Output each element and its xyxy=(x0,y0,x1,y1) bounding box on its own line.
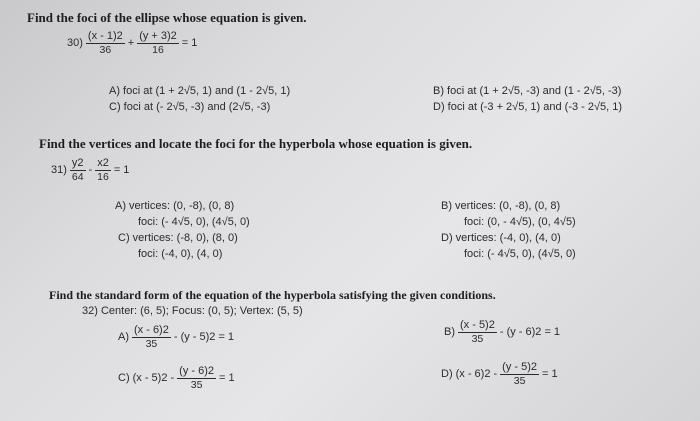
fraction-numerator: (x - 1)2 xyxy=(87,30,123,42)
fraction-numerator: (y - 6)2 xyxy=(179,365,215,377)
fraction-denominator: 64 xyxy=(71,171,84,183)
problem-31-equation xyxy=(51,158,129,183)
choice-32-d xyxy=(441,362,558,387)
fraction-numerator: (y - 5)2 xyxy=(502,361,538,373)
minus-sign: - xyxy=(88,164,93,177)
choice-31-d-vertices: D) vertices: (-4, 0), (4, 0) xyxy=(441,232,561,244)
fraction-denominator: 16 xyxy=(152,44,164,56)
fraction-denominator: 35 xyxy=(145,338,158,350)
fraction-numerator: (x - 5)2 xyxy=(460,319,495,331)
problem-31-fraction-1 xyxy=(70,158,86,183)
choice-31-b-foci: foci: (0, - 4√5), (0, 4√5) xyxy=(464,216,576,228)
choice-32-c xyxy=(118,366,235,391)
equation-rest: - (y - 6)2 = 1 xyxy=(499,326,561,339)
choice-label: B) xyxy=(444,326,455,339)
problem-31-fraction-2 xyxy=(95,158,111,183)
problem-32-conditions: 32) Center: (6, 5); Focus: (0, 5); Vertex: (5, 5) xyxy=(82,305,303,317)
fraction-denominator: 35 xyxy=(471,333,484,345)
choice-label: D) xyxy=(441,368,453,381)
fraction-numerator: (y + 3)2 xyxy=(139,30,177,42)
choice-32-a-fraction xyxy=(132,325,171,350)
equation-first-term: (x - 5)2 - xyxy=(132,372,175,385)
equation-first-term: (x - 6)2 - xyxy=(455,368,498,381)
choice-32-c-fraction xyxy=(177,366,216,391)
choice-31-a-vertices: A) vertices: (0, -8), (0, 8) xyxy=(115,200,235,212)
fraction-numerator: x2 xyxy=(97,157,109,169)
choice-31-c-foci: foci: (-4, 0), (4, 0) xyxy=(138,248,223,260)
equation-rest: = 1 xyxy=(219,372,235,385)
choice-30-b: B) foci at (1 + 2√5, -3) and (1 - 2√5, -3) xyxy=(433,85,622,97)
fraction-denominator: 36 xyxy=(99,44,112,56)
standard-form-heading: Find the standard form of the equation of the hyperbola satisfying the given conditions. xyxy=(49,288,496,302)
equation-rhs: = 1 xyxy=(181,37,198,50)
fraction-numerator: y2 xyxy=(71,157,84,169)
plus-sign: + xyxy=(127,37,135,50)
choice-30-c: C) foci at (- 2√5, -3) and (2√5, -3) xyxy=(109,101,271,113)
problem-31-number: 31) xyxy=(51,164,67,177)
choice-31-b-vertices: B) vertices: (0, -8), (0, 8) xyxy=(441,200,561,212)
equation-rest: = 1 xyxy=(542,368,558,381)
fraction-denominator: 35 xyxy=(513,375,526,387)
equation-rhs: = 1 xyxy=(113,164,130,177)
fraction-denominator: 16 xyxy=(97,171,109,183)
choice-32-b xyxy=(444,320,560,345)
choice-label: C) xyxy=(118,372,130,385)
choice-31-a-foci: foci: (- 4√5, 0), (4√5, 0) xyxy=(138,216,250,228)
ellipse-heading: Find the foci of the ellipse whose equation is given. xyxy=(27,10,307,25)
problem-30-fraction-2 xyxy=(137,31,179,56)
choice-31-c-vertices: C) vertices: (-8, 0), (8, 0) xyxy=(118,232,238,244)
choice-32-b-fraction xyxy=(458,320,497,345)
choice-32-a xyxy=(118,325,234,350)
choice-32-d-fraction xyxy=(500,362,539,387)
fraction-numerator: (x - 6)2 xyxy=(134,324,169,336)
choice-30-a: A) foci at (1 + 2√5, 1) and (1 - 2√5, 1) xyxy=(109,85,291,97)
fraction-denominator: 35 xyxy=(190,379,203,391)
choice-31-d-foci: foci: (- 4√5, 0), (4√5, 0) xyxy=(464,248,576,260)
choice-label: A) xyxy=(118,331,129,344)
hyperbola-heading: Find the vertices and locate the foci for the hyperbola whose equation is given. xyxy=(39,136,473,151)
choice-30-d: D) foci at (-3 + 2√5, 1) and (-3 - 2√5, 1) xyxy=(433,101,623,113)
equation-rest: - (y - 5)2 = 1 xyxy=(173,331,235,344)
problem-30-number: 30) xyxy=(67,37,83,50)
problem-30-equation xyxy=(67,31,197,56)
problem-30-fraction-1 xyxy=(86,31,125,56)
